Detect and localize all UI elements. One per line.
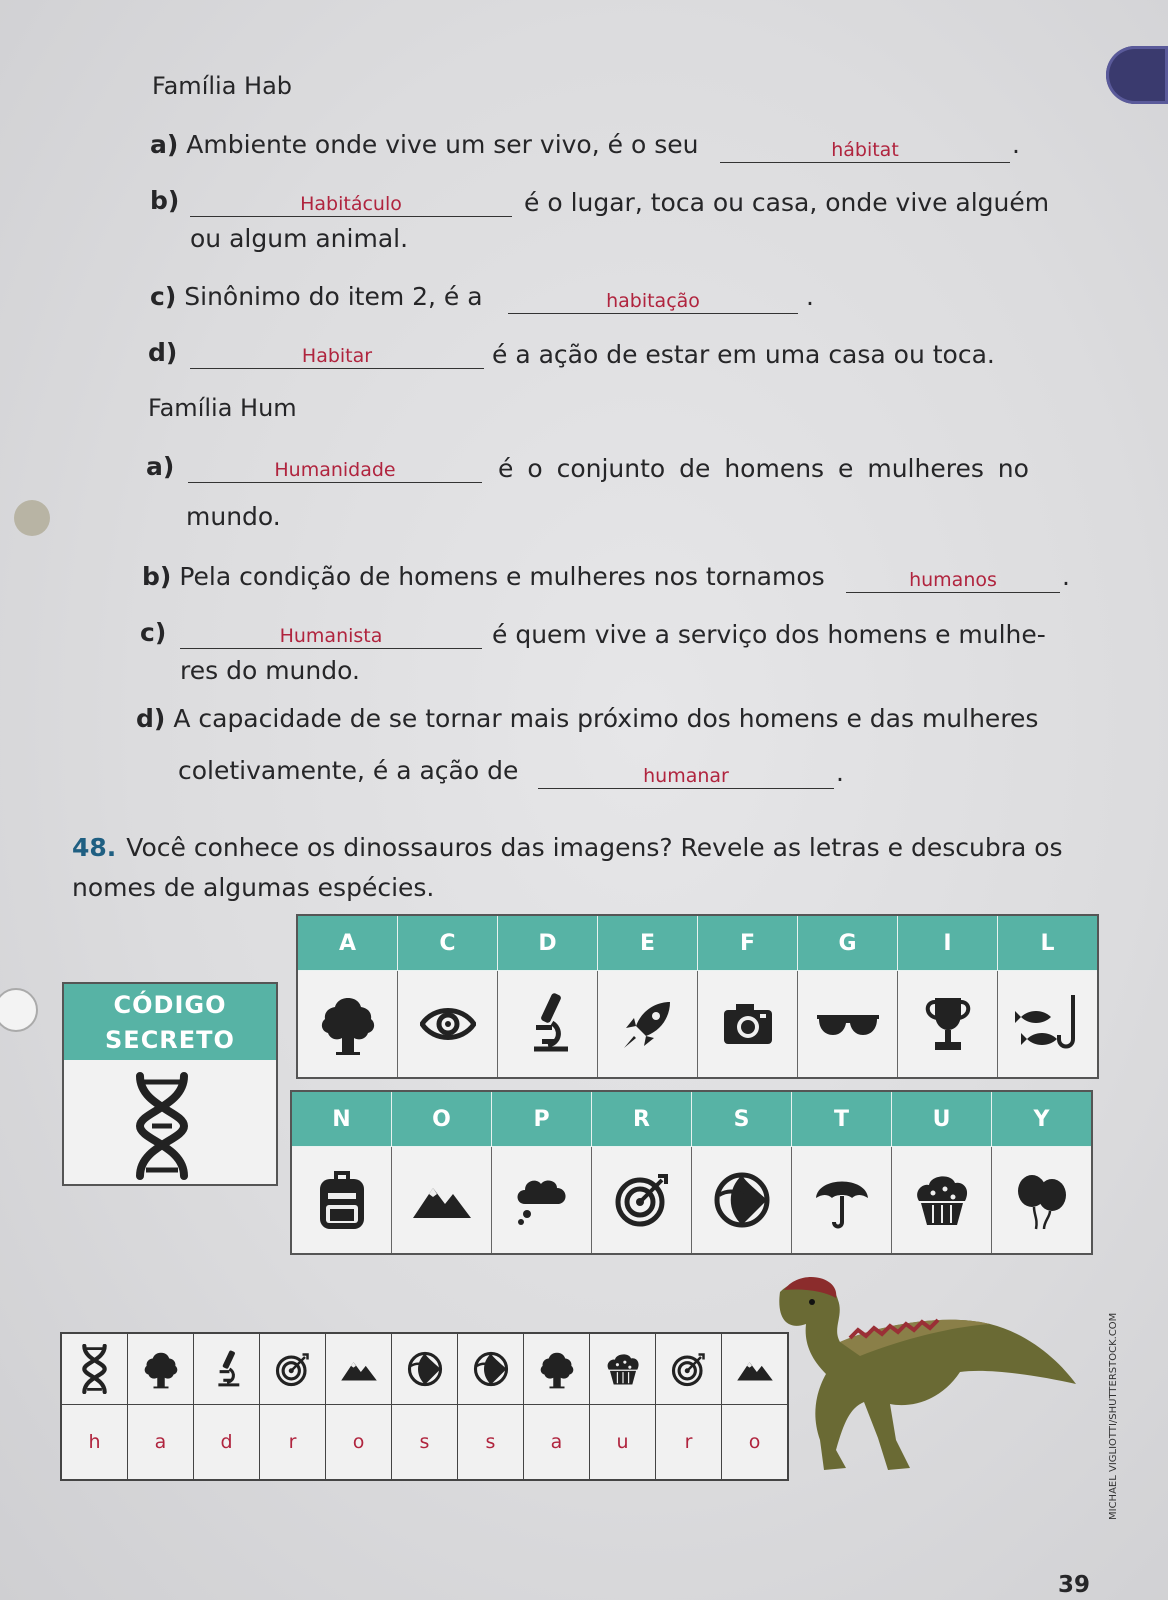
image-credit: MICHAEL VIGLIOTTI/SHUTTERSTOCK.COM (1108, 1312, 1119, 1520)
key-cell (692, 1147, 792, 1255)
item-label: c) (140, 618, 167, 647)
answer-letter-cell: u (590, 1405, 656, 1481)
answer-letter-cell: d (194, 1405, 260, 1481)
key-letter-a: A (297, 915, 398, 971)
key-cell (798, 971, 898, 1079)
hab-d-answer: Habitar (190, 338, 484, 369)
microscope-icon (499, 991, 596, 1057)
key-letter-i: I (898, 915, 998, 971)
key-cell (592, 1147, 692, 1255)
question-text: Você conhece os dinossauros das imagens? Revele as letras e descubra os nomes de algumas espécies. (72, 833, 1063, 902)
target-icon (657, 1352, 720, 1387)
key-cell (792, 1147, 892, 1255)
familia-hum-heading: Família Hum (148, 394, 297, 422)
key-letter-o: O (392, 1091, 492, 1147)
cupcake-icon (893, 1171, 990, 1229)
key-letter-l: L (998, 915, 1099, 971)
key-letter-e: E (598, 915, 698, 971)
dna-icon (132, 1072, 192, 1180)
hum-c-answer: Humanista (180, 618, 482, 649)
key-cell (892, 1147, 992, 1255)
trophy-icon (899, 994, 996, 1054)
answer-letter-cell: a (524, 1405, 590, 1481)
target-icon (261, 1352, 324, 1387)
answer-icon-cell (194, 1333, 260, 1405)
hum-a-answer: Humanidade (188, 452, 482, 483)
hab-b-text-line2: ou algum animal. (190, 224, 409, 253)
backpack-icon (293, 1167, 390, 1233)
hab-c-answer: habitação (508, 283, 798, 314)
answer-letter-cell: a (128, 1405, 194, 1481)
period: . (1062, 562, 1070, 591)
hum-c-text-line2: res do mundo. (180, 656, 360, 685)
key-letter-y: Y (992, 1091, 1093, 1147)
answer-icon-cell (260, 1333, 326, 1405)
hab-b-text: é o lugar, toca ou casa, onde vive alguém (524, 188, 1050, 217)
hum-d-text: A capacidade de se tornar mais próximo dos homens e das mulheres (173, 704, 1039, 733)
answer-icon-cell (590, 1333, 656, 1405)
cloud-icon (493, 1174, 590, 1226)
fishing-icon (999, 993, 1096, 1055)
key-cell (398, 971, 498, 1079)
answer-letter-cell: r (656, 1405, 722, 1481)
tree-icon (525, 1349, 588, 1389)
title-line: CÓDIGO (113, 991, 227, 1019)
key-cell (291, 1147, 392, 1255)
familia-hab-heading: Família Hab (152, 72, 293, 100)
hum-b-line (142, 562, 825, 592)
answer-letter-cell: s (392, 1405, 458, 1481)
key-cell (598, 971, 698, 1079)
rocket-icon (599, 996, 696, 1052)
hum-d-line (136, 704, 1038, 734)
key-letter-t: T (792, 1091, 892, 1147)
codigo-secreto-box (62, 982, 278, 1186)
hab-d-text: é a ação de estar em uma casa ou toca. (492, 340, 995, 369)
codigo-secreto-title (64, 984, 276, 1060)
answer-icon-cell (656, 1333, 722, 1405)
key-letter-s: S (692, 1091, 792, 1147)
question-number: 48. (72, 833, 117, 862)
key-letter-r: R (592, 1091, 692, 1147)
answer-letter-cell: s (458, 1405, 524, 1481)
hum-b-answer: humanos (846, 562, 1060, 593)
sunglasses-icon (799, 1009, 896, 1039)
item-label: b) (150, 186, 180, 215)
hab-c-text: Sinônimo do item 2, é a (184, 282, 483, 311)
binder-hole (0, 988, 38, 1032)
camera-icon (699, 1000, 796, 1048)
question-48 (72, 828, 1102, 908)
code-key-table-1 (296, 914, 1099, 1079)
dna-icon (63, 1344, 126, 1394)
key-cell (898, 971, 998, 1079)
key-letter-g: G (798, 915, 898, 971)
beachball-icon (693, 1171, 790, 1229)
answer-icon-cell (458, 1333, 524, 1405)
beachball-icon (393, 1351, 456, 1387)
hum-a-text-line2: mundo. (186, 502, 281, 531)
answer-letter-cell: o (326, 1405, 392, 1481)
hab-a-text: Ambiente onde vive um ser vivo, é o seu (186, 130, 699, 159)
item-label: b) (142, 562, 172, 591)
key-cell (392, 1147, 492, 1255)
key-cell (998, 971, 1099, 1079)
page-tab (1106, 46, 1168, 104)
code-key-table-2 (290, 1090, 1093, 1255)
mountain-icon (327, 1357, 390, 1382)
key-cell (698, 971, 798, 1079)
answer-icon-cell (326, 1333, 392, 1405)
key-letter-n: N (291, 1091, 392, 1147)
period: . (1012, 130, 1020, 159)
answer-letter-cell: r (260, 1405, 326, 1481)
binder-hole (14, 500, 50, 536)
hum-d-answer: humanar (538, 758, 834, 789)
answer-icon-cell (128, 1333, 194, 1405)
answer-icon-cell (61, 1333, 128, 1405)
hum-c-text: é quem vive a serviço dos homens e mulhe- (492, 620, 1046, 649)
title-line: SECRETO (105, 1026, 235, 1054)
umbrella-icon (793, 1170, 890, 1230)
hab-a-answer: hábitat (720, 132, 1010, 163)
microscope-icon (195, 1349, 258, 1390)
item-label: a) (150, 130, 179, 159)
key-cell (992, 1147, 1093, 1255)
hab-c-line (150, 282, 483, 312)
hum-b-text: Pela condição de homens e mulheres nos tornamos (179, 562, 825, 591)
period: . (806, 282, 814, 311)
beachball-icon (459, 1351, 522, 1387)
key-letter-p: P (492, 1091, 592, 1147)
hab-b-answer: Habitáculo (190, 186, 512, 217)
key-letter-f: F (698, 915, 798, 971)
hum-d-text-line2: coletivamente, é a ação de (178, 756, 519, 785)
key-letter-c: C (398, 915, 498, 971)
item-label: d) (148, 338, 178, 367)
balloons-icon (993, 1169, 1090, 1231)
period: . (836, 758, 844, 787)
key-letter-d: D (498, 915, 598, 971)
mountain-icon (393, 1180, 490, 1220)
key-letter-u: U (892, 1091, 992, 1147)
hadrosaur-illustration (740, 1272, 1080, 1482)
answer-letter-cell: o (722, 1405, 789, 1481)
cupcake-icon (591, 1351, 654, 1387)
answer-icon-cell (392, 1333, 458, 1405)
hab-a-line (150, 130, 698, 160)
tree-icon (299, 992, 396, 1056)
key-cell (492, 1147, 592, 1255)
item-label: d) (136, 704, 166, 733)
target-icon (593, 1172, 690, 1228)
key-cell (498, 971, 598, 1079)
hum-a-text: é o conjunto de homens e mulheres no (498, 454, 1029, 483)
tree-icon (129, 1349, 192, 1389)
eye-icon (399, 1004, 496, 1044)
page-number: 39 (1058, 1572, 1091, 1598)
answer-letter-cell: h (61, 1405, 128, 1481)
item-label: a) (146, 452, 175, 481)
answer-table (60, 1332, 789, 1481)
item-label: c) (150, 282, 177, 311)
key-cell (297, 971, 398, 1079)
answer-icon-cell (524, 1333, 590, 1405)
